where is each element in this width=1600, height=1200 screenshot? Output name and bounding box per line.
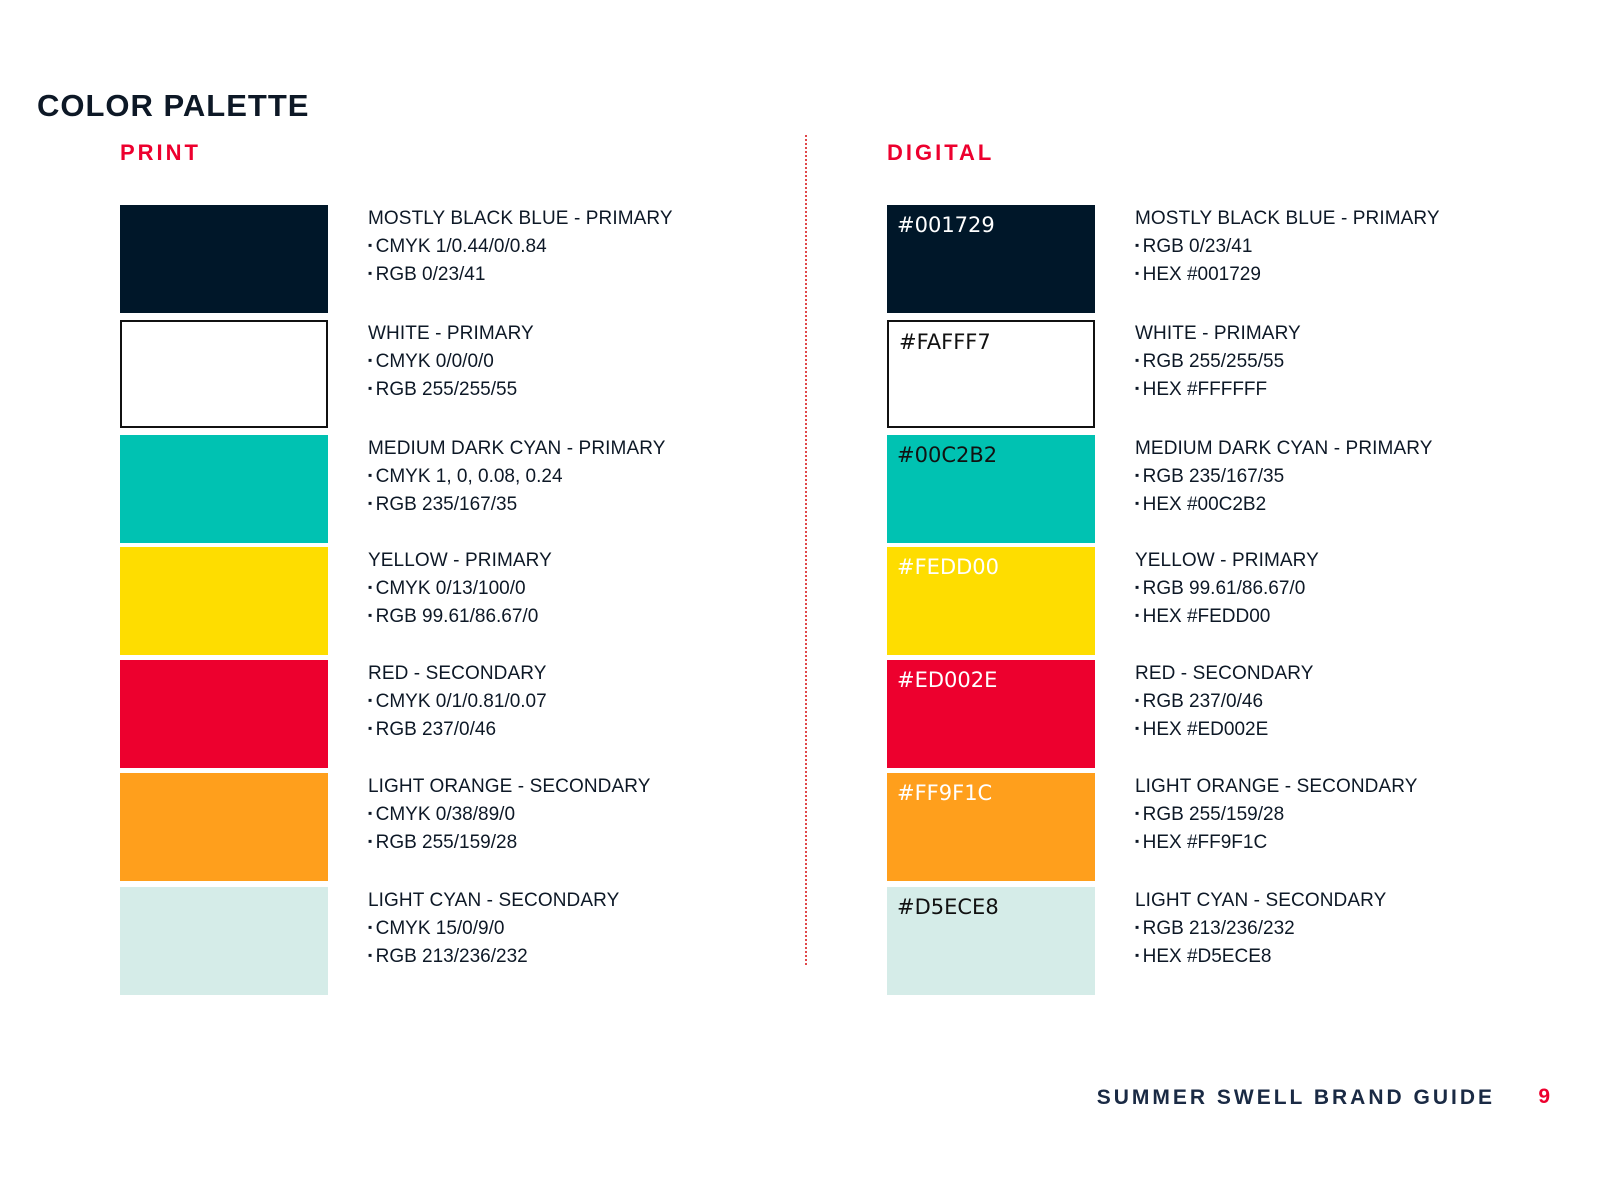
color-spec-hex: ▪ HEX #ED002E [1135,715,1314,743]
color-spec-hex: ▪ HEX #FFFFFF [1135,375,1301,403]
color-info [368,660,547,743]
print-heading: PRINT [120,140,201,165]
digital-color-row [887,547,1587,660]
color-spec-hex: ▪ HEX #FF9F1C [1135,828,1418,856]
print-color-row [120,435,820,548]
color-spec-rgb: ▪ RGB 99.61/86.67/0 [1135,574,1319,602]
color-name: RED - SECONDARY [368,663,547,684]
color-info [368,773,651,856]
color-spec-rgb: ▪ RGB 255/255/55 [368,375,534,403]
color-spec-cmyk: ▪ CMYK 1/0.44/0/0.84 [368,232,673,260]
color-spec-cmyk: ▪ CMYK 15/0/9/0 [368,914,619,942]
color-spec-cmyk: ▪ CMYK 0/1/0.81/0.07 [368,687,547,715]
color-name: LIGHT ORANGE - SECONDARY [1135,776,1418,797]
color-info [368,887,619,970]
color-name: MEDIUM DARK CYAN - PRIMARY [368,438,666,459]
color-name: LIGHT ORANGE - SECONDARY [368,776,651,797]
color-spec-cmyk: ▪ CMYK 0/0/0/0 [368,347,534,375]
color-name: WHITE - PRIMARY [368,323,534,344]
color-info [1135,435,1432,518]
color-info [1135,205,1440,288]
swatch-hex-label: #FEDD00 [897,555,1000,579]
color-info [1135,773,1418,856]
digital-color-row [887,320,1587,433]
color-name: LIGHT CYAN - SECONDARY [1135,890,1387,911]
color-info [1135,547,1319,630]
digital-color-row [887,435,1587,548]
color-info [368,320,534,403]
color-name: RED - SECONDARY [1135,663,1314,684]
color-swatch [887,435,1095,543]
color-spec-hex: ▪ HEX #001729 [1135,260,1440,288]
color-spec-rgb: ▪ RGB 99.61/86.67/0 [368,602,552,630]
color-spec-rgb: ▪ RGB 213/236/232 [1135,914,1386,942]
color-spec-hex: ▪ HEX #00C2B2 [1135,490,1432,518]
color-name: WHITE - PRIMARY [1135,323,1301,344]
color-name: MEDIUM DARK CYAN - PRIMARY [1135,438,1433,459]
page-title: COLOR PALETTE [37,88,310,123]
color-swatch [887,547,1095,655]
digital-color-row [887,887,1587,1000]
color-swatch [120,547,328,655]
color-swatch [120,887,328,995]
color-swatch [120,435,328,543]
color-info [368,435,665,518]
color-spec-cmyk: ▪ CMYK 0/38/89/0 [368,800,651,828]
color-spec-rgb: ▪ RGB 235/167/35 [1135,462,1432,490]
color-spec-rgb: ▪ RGB 255/159/28 [368,828,651,856]
color-spec-rgb: ▪ RGB 237/0/46 [368,715,547,743]
color-name: YELLOW - PRIMARY [368,550,552,571]
color-spec-cmyk: ▪ CMYK 1, 0, 0.08, 0.24 [368,462,665,490]
swatch-hex-label: #00C2B2 [897,443,998,467]
swatch-hex-label: #D5ECE8 [897,895,999,919]
print-color-row [120,773,820,886]
color-swatch [887,660,1095,768]
color-info [1135,320,1301,403]
color-info [368,547,552,630]
swatch-hex-label: #001729 [897,213,995,237]
color-swatch [120,660,328,768]
color-swatch [887,773,1095,881]
swatch-hex-label: #ED002E [897,668,998,692]
color-info [368,205,673,288]
color-swatch [887,205,1095,313]
color-swatch [120,773,328,881]
color-spec-rgb: ▪ RGB 0/23/41 [1135,232,1440,260]
color-name: MOSTLY BLACK BLUE - PRIMARY [368,208,673,229]
color-name: MOSTLY BLACK BLUE - PRIMARY [1135,208,1440,229]
color-spec-rgb: ▪ RGB 0/23/41 [368,260,673,288]
print-color-row [120,205,820,318]
color-swatch [887,887,1095,995]
color-spec-cmyk: ▪ CMYK 0/13/100/0 [368,574,552,602]
color-swatch [887,320,1095,428]
color-info [1135,660,1314,743]
color-spec-rgb: ▪ RGB 235/167/35 [368,490,665,518]
swatch-hex-label: #FF9F1C [897,781,993,805]
print-color-row [120,887,820,1000]
print-color-row [120,547,820,660]
print-color-row [120,660,820,773]
color-spec-hex: ▪ HEX #FEDD00 [1135,602,1319,630]
color-spec-hex: ▪ HEX #D5ECE8 [1135,942,1386,970]
color-spec-rgb: ▪ RGB 255/255/55 [1135,347,1301,375]
footer-page-number: 9 [1538,1085,1550,1108]
digital-color-row [887,205,1587,318]
swatch-hex-label: #FAFFF7 [899,330,991,354]
color-spec-rgb: ▪ RGB 255/159/28 [1135,800,1418,828]
print-color-row [120,320,820,433]
color-name: LIGHT CYAN - SECONDARY [368,890,620,911]
digital-color-row [887,773,1587,886]
digital-heading: DIGITAL [887,140,995,165]
color-spec-rgb: ▪ RGB 213/236/232 [368,942,619,970]
color-name: YELLOW - PRIMARY [1135,550,1319,571]
digital-color-row [887,660,1587,773]
color-swatch [120,320,328,428]
footer-guide-title: SUMMER SWELL BRAND GUIDE [1096,1086,1495,1109]
color-swatch [120,205,328,313]
color-spec-rgb: ▪ RGB 237/0/46 [1135,687,1314,715]
color-info [1135,887,1386,970]
